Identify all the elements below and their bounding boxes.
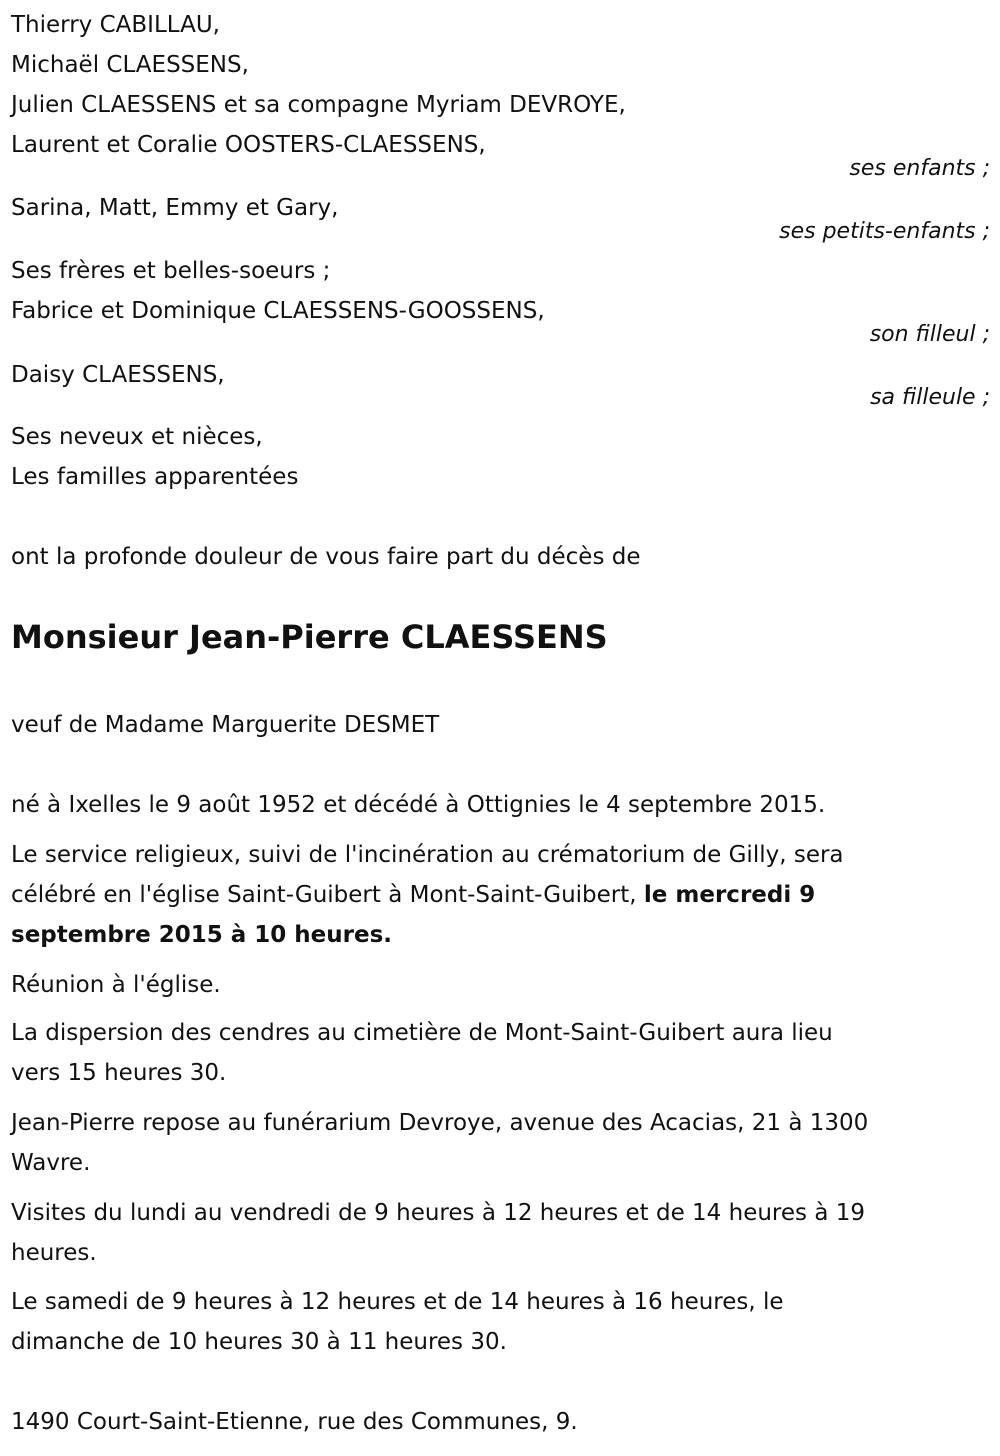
godson-role: son filleul ; xyxy=(869,322,990,347)
service-line xyxy=(11,879,815,911)
rest-line: Jean-Pierre repose au funérarium Devroye, avenue des Acacias, 21 à 1300 xyxy=(11,1110,869,1136)
visits-line: Visites du lundi au vendredi de 9 heures à 12 heures et de 14 heures à 19 xyxy=(11,1200,865,1226)
godson-name: Fabrice et Dominique CLAESSENS-GOOSSENS, xyxy=(11,298,545,324)
dispersion-line: La dispersion des cendres au cimetière de Mont-Saint-Guibert aura lieu xyxy=(11,1020,833,1046)
service-date: le mercredi 9 xyxy=(643,882,816,908)
child-name: Julien CLAESSENS et sa compagne Myriam DEVROYE, xyxy=(11,92,626,118)
visits-line: heures. xyxy=(11,1240,97,1266)
grandchildren-names: Sarina, Matt, Emmy et Gary, xyxy=(11,195,339,221)
service-line: Le service religieux, suivi de l'incinération au crématorium de Gilly, sera xyxy=(11,842,844,868)
dispersion-line: vers 15 heures 30. xyxy=(11,1060,227,1086)
families-line: Les familles apparentées xyxy=(11,464,299,490)
birth-death: né à Ixelles le 9 août 1952 et décédé à Ottignies le 4 septembre 2015. xyxy=(11,792,826,818)
child-name: Laurent et Coralie OOSTERS-CLAESSENS, xyxy=(11,132,486,158)
child-name: Thierry CABILLAU, xyxy=(11,12,220,38)
service-text: célébré en l'église Saint-Guibert à Mont-Saint-Guibert, xyxy=(11,882,644,908)
service-line xyxy=(11,919,392,951)
service-date: septembre 2015 à 10 heures. xyxy=(11,922,393,948)
meeting-line: Réunion à l'église. xyxy=(11,972,221,998)
children-role: ses enfants ; xyxy=(849,156,990,181)
weekend-line: dimanche de 10 heures 30 à 11 heures 30. xyxy=(11,1329,507,1355)
nephews-line: Ses neveux et nièces, xyxy=(11,424,263,450)
goddaughter-role: sa filleule ; xyxy=(870,385,990,410)
rest-line: Wavre. xyxy=(11,1150,91,1176)
announcement: ont la profonde douleur de vous faire part du décès de xyxy=(11,544,641,570)
siblings-heading: Ses frères et belles-soeurs ; xyxy=(11,258,331,284)
deceased-name: Monsieur Jean-Pierre CLAESSENS xyxy=(11,618,608,656)
grandchildren-role: ses petits-enfants ; xyxy=(779,219,990,244)
address: 1490 Court-Saint-Etienne, rue des Communes, 9. xyxy=(11,1409,578,1435)
goddaughter-name: Daisy CLAESSENS, xyxy=(11,362,225,388)
widower-line: veuf de Madame Marguerite DESMET xyxy=(11,712,440,738)
weekend-line: Le samedi de 9 heures à 12 heures et de 14 heures à 16 heures, le xyxy=(11,1289,784,1315)
child-name: Michaël CLAESSENS, xyxy=(11,52,249,78)
